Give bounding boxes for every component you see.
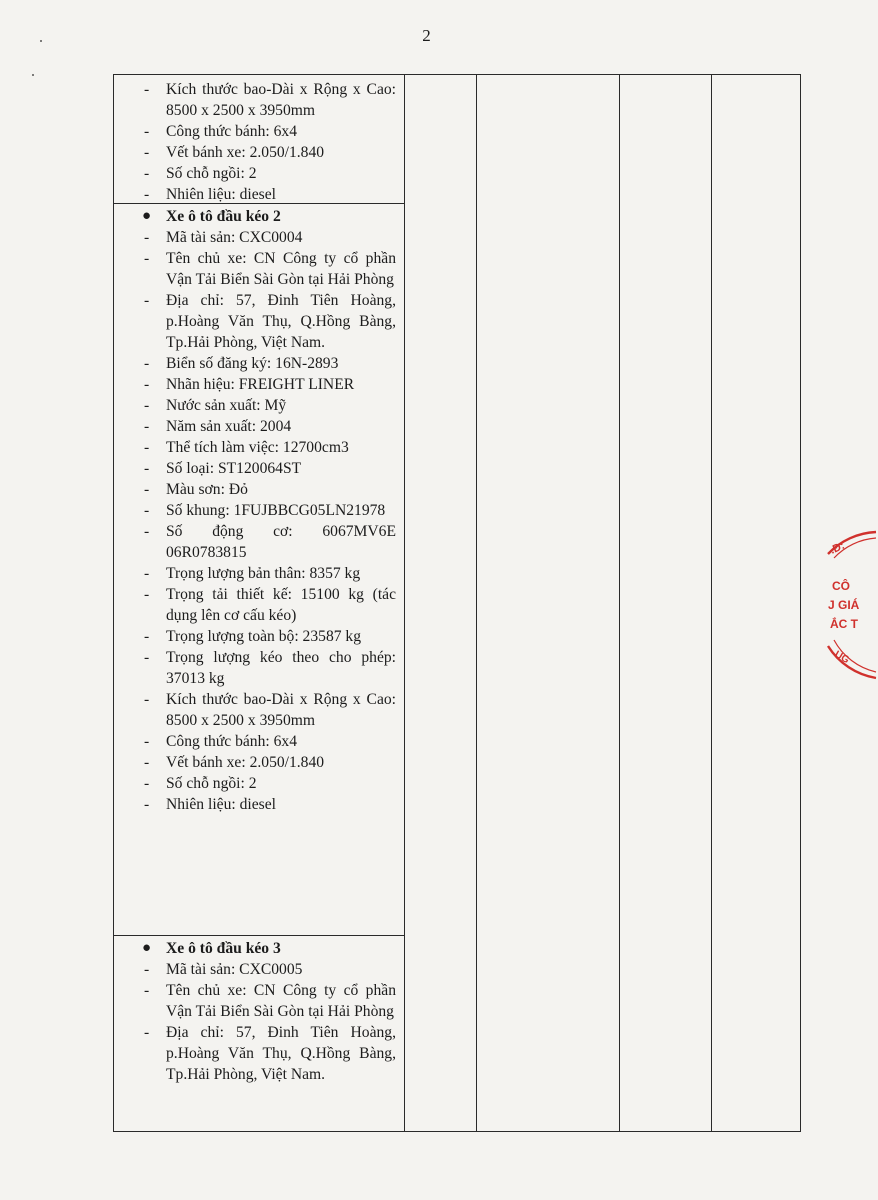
- column-divider: [404, 75, 405, 1131]
- spec-item: - Địa chỉ: 57, Đinh Tiên Hoàng, p.Hoàng Văn Thụ, Q.Hồng Bàng, Tp.Hải Phòng, Việt Nam.: [144, 1024, 396, 1083]
- asset-table: [113, 74, 801, 1132]
- spec-item: - Trọng lượng toàn bộ: 23587 kg: [144, 628, 362, 645]
- red-stamp-fragment: [818, 528, 878, 698]
- svg-text:ÙG: ÙG: [832, 649, 851, 667]
- vehicle-block-2: [114, 206, 404, 815]
- svg-text:ẮC T: ẮC T: [830, 617, 858, 631]
- spec-item: - Trọng tải thiết kế: 15100 kg (tác dụng lên cơ cấu kéo): [144, 586, 396, 624]
- spec-item: - Năm sản xuất: 2004: [144, 418, 292, 435]
- spec-item: - Số chỗ ngồi: 2: [144, 775, 257, 792]
- spec-item: - Nhiên liệu: diesel: [144, 186, 276, 203]
- spec-item: - Mã tài sản: CXC0004: [144, 229, 303, 246]
- spec-item: - Công thức bánh: 6x4: [144, 123, 298, 140]
- spec-item: - Công thức bánh: 6x4: [144, 733, 298, 750]
- spec-item: - Màu sơn: Đỏ: [144, 481, 248, 498]
- description-column: [114, 75, 404, 1131]
- column-divider: [476, 75, 477, 1131]
- spec-item: - Vết bánh xe: 2.050/1.840: [144, 144, 325, 161]
- spec-item: - Kích thước bao-Dài x Rộng x Cao: 8500 x 2500 x 3950mm: [144, 691, 396, 729]
- scan-speck: [32, 74, 34, 76]
- spec-item: - Số chỗ ngồi: 2: [144, 165, 257, 182]
- vehicle-heading: ● Xe ô tô đầu kéo 2: [142, 208, 281, 225]
- spec-item: - Số khung: 1FUJBBCG05LN21978: [144, 502, 386, 519]
- spec-item: - Tên chủ xe: CN Công ty cổ phần Vận Tải Biển Sài Gòn tại Hải Phòng: [144, 250, 396, 288]
- row-divider: [114, 203, 404, 204]
- spec-item: - Nhiên liệu: diesel: [144, 796, 276, 813]
- spec-item: - Trọng lượng bản thân: 8357 kg: [144, 565, 361, 582]
- column-divider: [711, 75, 712, 1131]
- stamp-icon: [818, 528, 878, 698]
- page-number: 2: [422, 26, 431, 45]
- svg-text:.Đ:: .Đ:: [828, 539, 847, 557]
- spec-item: - Mã tài sản: CXC0005: [144, 961, 303, 978]
- spec-item: - Tên chủ xe: CN Công ty cổ phần Vận Tải Biển Sài Gòn tại Hải Phòng: [144, 982, 396, 1020]
- spec-item: - Kích thước bao-Dài x Rộng x Cao: 8500 x 2500 x 3950mm: [144, 81, 396, 119]
- svg-text:CÔ: CÔ: [832, 579, 850, 593]
- spec-item: - Số loại: ST120064ST: [144, 460, 302, 477]
- spec-item: - Số động cơ: 6067MV6E 06R0783815: [144, 523, 396, 561]
- spec-item: - Địa chỉ: 57, Đinh Tiên Hoàng, p.Hoàng Văn Thụ, Q.Hồng Bàng, Tp.Hải Phòng, Việt Nam.: [144, 292, 396, 351]
- row-divider: [114, 935, 404, 936]
- svg-text:J GIÁ: J GIÁ: [828, 598, 860, 612]
- vehicle-block-3: [114, 938, 404, 1085]
- spec-item: - Vết bánh xe: 2.050/1.840: [144, 754, 325, 771]
- vehicle-heading: ● Xe ô tô đầu kéo 3: [142, 940, 281, 957]
- spec-item: - Biển số đăng ký: 16N-2893: [144, 355, 339, 372]
- column-divider: [619, 75, 620, 1131]
- spec-item: - Nước sản xuất: Mỹ: [144, 397, 287, 414]
- spec-item: - Trọng lượng kéo theo cho phép: 37013 kg: [144, 649, 396, 687]
- vehicle-block-continued: [114, 79, 404, 205]
- spec-item: - Thể tích làm việc: 12700cm3: [144, 439, 349, 456]
- spec-item: - Nhãn hiệu: FREIGHT LINER: [144, 376, 355, 393]
- scan-speck: [40, 40, 42, 42]
